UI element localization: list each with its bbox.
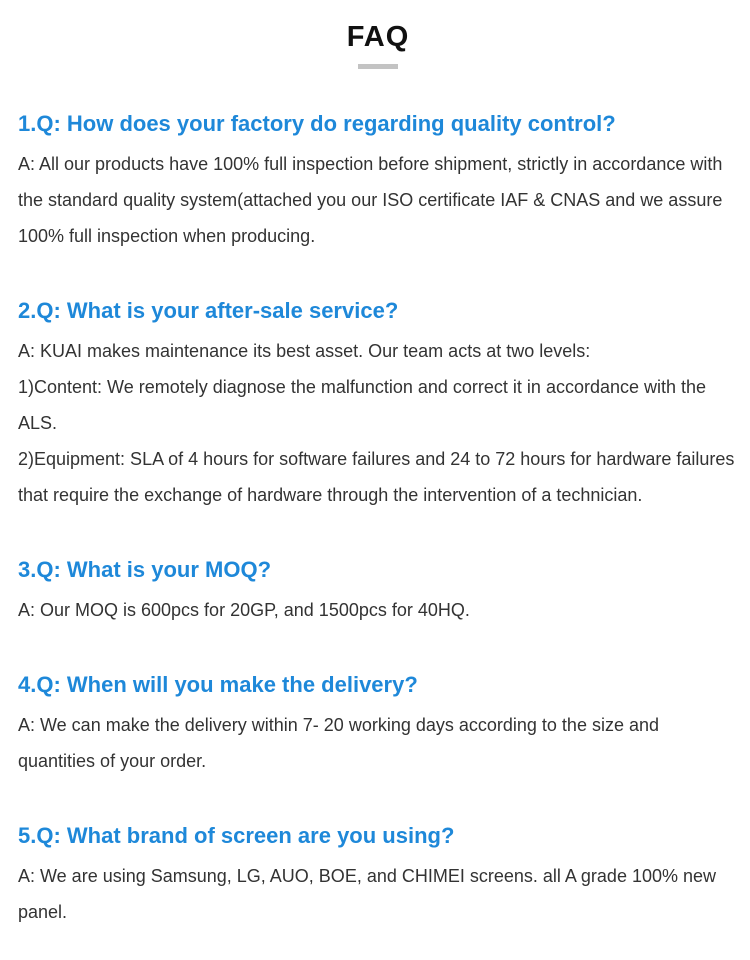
faq-answer-2 [18,333,738,513]
page-title: FAQ [346,21,410,53]
faq-list [18,111,738,930]
faq-answer-3 [18,592,738,628]
faq-item-4 [18,672,738,779]
faq-answer-2-paragraph-3: 2)Equipment: SLA of 4 hours for software failures and 24 to 72 hours for hardware failures that require the exchange of hardware through the intervention of a technician. [18,448,735,505]
faq-answer-1 [18,146,738,254]
faq-question-1: 1.Q: How does your factory do regarding quality control? [18,110,616,136]
page-header [18,20,738,69]
faq-answer-4 [18,707,738,779]
faq-answer-2-paragraph-2: 1)Content: We remotely diagnose the malfunction and correct it in accordance with the ALS. [18,376,707,433]
faq-answer-5 [18,858,738,930]
faq-question-5: 5.Q: What brand of screen are you using? [18,822,455,848]
faq-item-3 [18,557,738,628]
faq-item-5 [18,823,738,930]
faq-answer-2-paragraph-1: A: KUAI makes maintenance its best asset. Our team acts at two levels: [18,340,591,361]
faq-item-2 [18,298,738,513]
title-underline-bar [358,64,398,69]
faq-question-3: 3.Q: What is your MOQ? [18,556,272,582]
faq-answer-4-paragraph: A: We can make the delivery within 7- 20 working days according to the size and quantities of your order. [18,714,659,771]
faq-question-2: 2.Q: What is your after-sale service? [18,297,399,323]
faq-answer-3-paragraph: A: Our MOQ is 600pcs for 20GP, and 1500pcs for 40HQ. [18,599,470,620]
faq-answer-5-paragraph: A: We are using Samsung, LG, AUO, BOE, and CHIMEI screens. all A grade 100% new panel. [18,865,717,922]
faq-question-4: 4.Q: When will you make the delivery? [18,671,418,697]
faq-answer-1-paragraph: A: All our products have 100% full inspection before shipment, strictly in accordance with the standard quality system(attached you our ISO certificate IAF & CNAS and we assure 100% full inspection when producing. [18,153,723,246]
faq-item-1 [18,111,738,254]
